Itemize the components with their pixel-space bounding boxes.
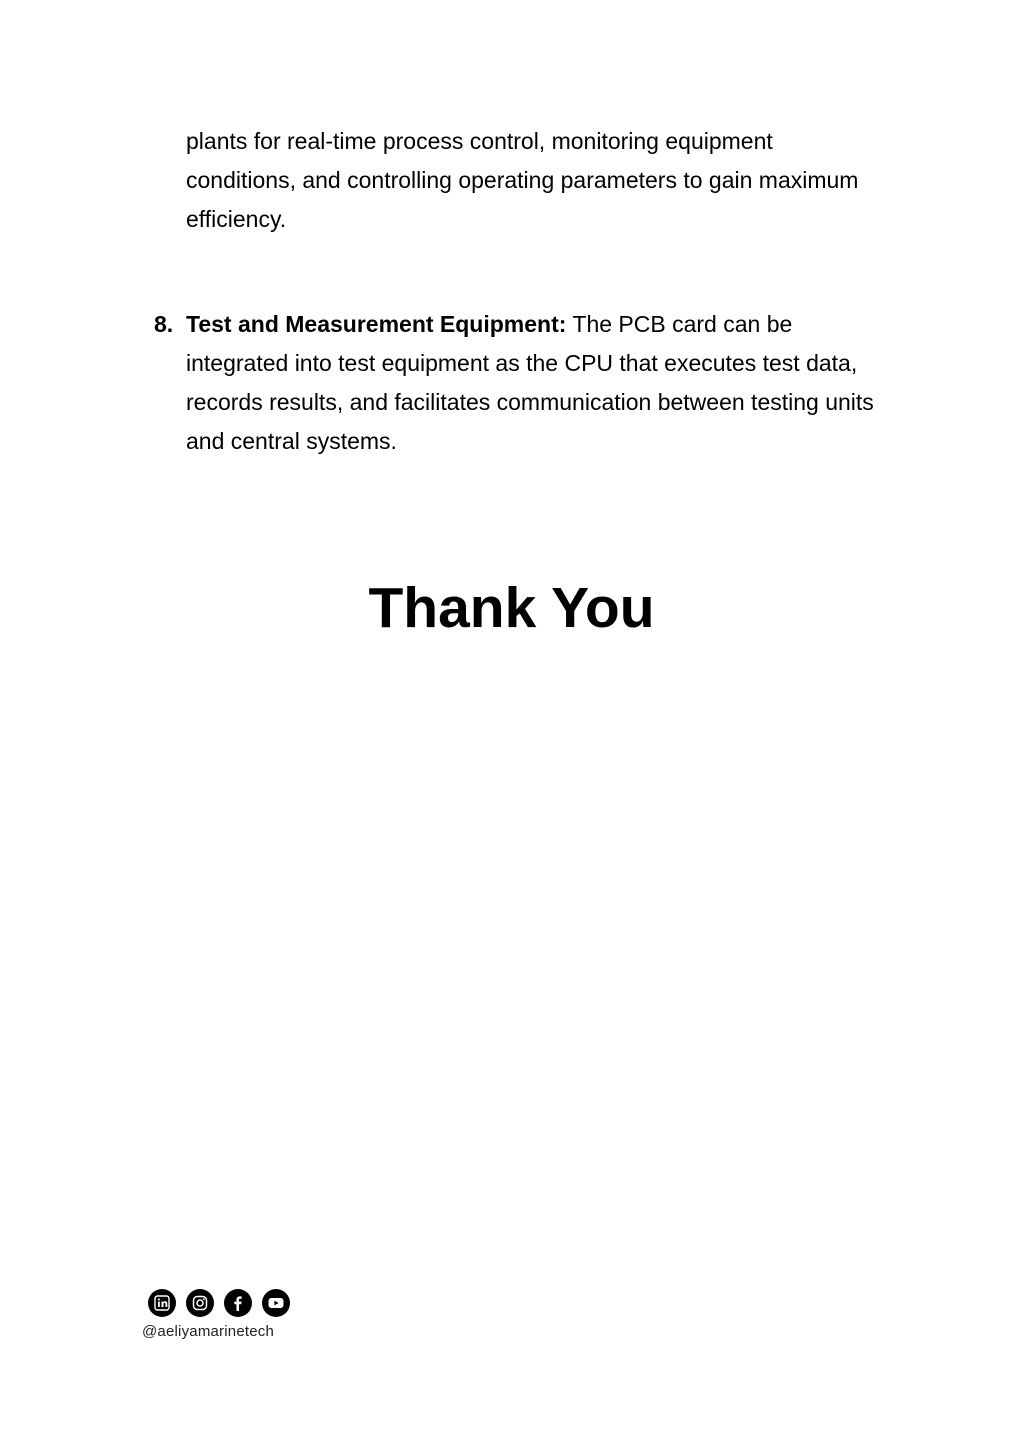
continued-paragraph: plants for real-time process control, monitoring equipment conditions, and controlling operating parameters to gain maximum efficiency.	[186, 128, 859, 232]
linkedin-icon[interactable]	[148, 1289, 176, 1317]
youtube-icon[interactable]	[262, 1289, 290, 1317]
thank-you-heading: Thank You	[368, 576, 655, 640]
social-icons	[148, 1289, 290, 1317]
social-handle: @aeliyamarinetech	[142, 1323, 275, 1340]
list-number: 8.	[154, 311, 174, 337]
instagram-icon[interactable]	[186, 1289, 214, 1317]
list-item-text: The PCB card can be integrated into test equipment as the CPU that executes test data, records results, and facilitates communication between testing units and central systems.	[186, 311, 874, 454]
facebook-icon[interactable]	[224, 1289, 252, 1317]
list-item-body	[186, 305, 886, 461]
list-item-heading: Test and Measurement Equipment:	[186, 311, 567, 337]
